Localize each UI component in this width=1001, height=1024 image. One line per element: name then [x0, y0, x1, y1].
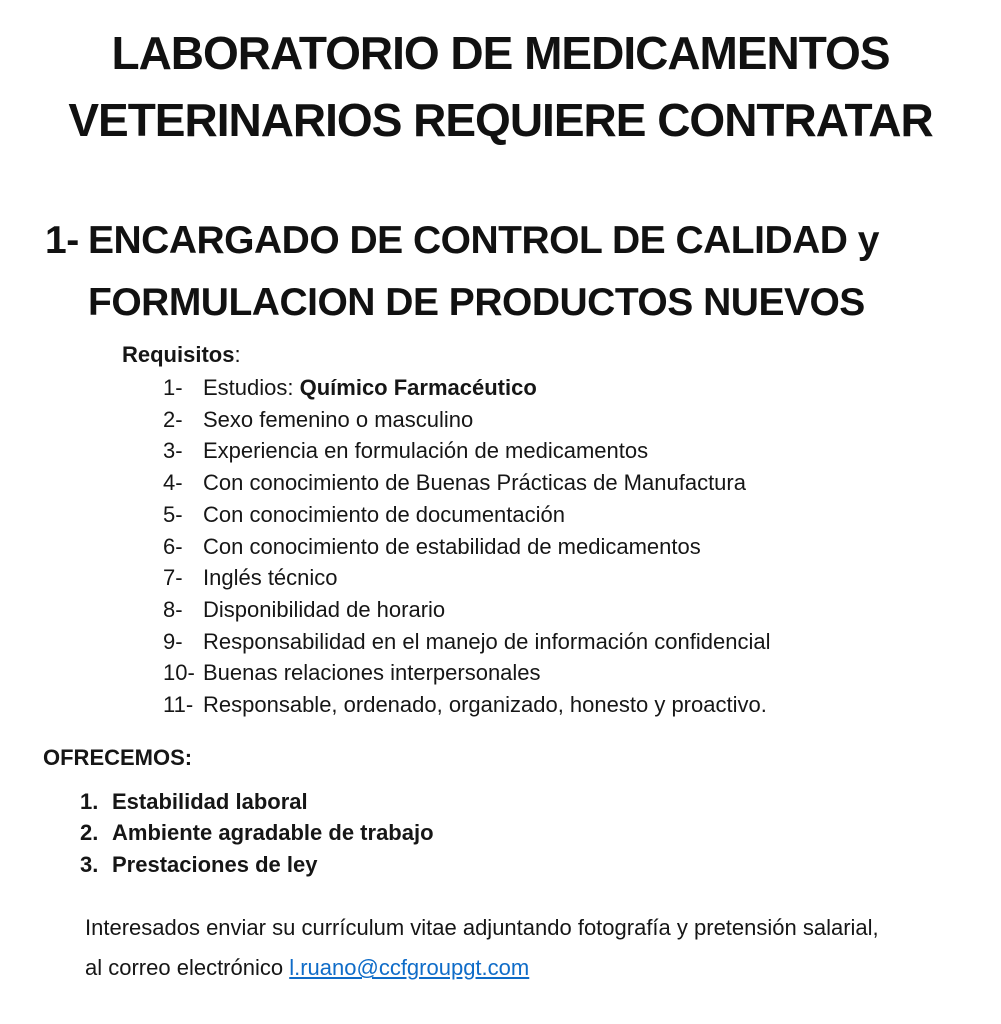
email-link[interactable]: l.ruano@ccfgroupgt.com: [289, 955, 530, 981]
requirement-text: Experiencia en formulación de medicamentos: [203, 438, 649, 464]
requirement-item: [163, 372, 1001, 404]
offer-text: Estabilidad laboral: [112, 788, 308, 814]
requirement-number: 3-: [163, 438, 183, 464]
requirement-number: 8-: [163, 596, 183, 622]
job-title-line1: ENCARGADO DE CONTROL DE CALIDAD y: [88, 219, 879, 262]
contact-paragraph: [85, 908, 1001, 988]
requirement-text: Sexo femenino o masculino: [203, 406, 474, 432]
requirement-item: [163, 435, 1001, 467]
document-title: [20, 20, 981, 154]
contact-line1: Interesados enviar su currículum vitae adjuntando fotografía y pretensión salarial,: [85, 915, 879, 941]
requirement-text: Responsabilidad en el manejo de información confidencial: [203, 628, 771, 654]
requirement-text: Con conocimiento de Buenas Prácticas de Manufactura: [203, 470, 746, 496]
job-title: [88, 210, 879, 334]
requirement-number: 6-: [163, 533, 183, 559]
requirement-item: [163, 594, 1001, 626]
requirement-item: [163, 467, 1001, 499]
requirement-number: 9-: [163, 628, 183, 654]
job-title-line2: FORMULACION DE PRODUCTOS NUEVOS: [88, 281, 865, 324]
requirements-list: [163, 372, 1001, 721]
document-title-line2: VETERINARIOS REQUIERE CONTRATAR: [68, 94, 933, 146]
offer-heading: OFRECEMOS:: [43, 744, 193, 770]
requirement-text: Inglés técnico: [203, 565, 338, 591]
offer-number: 3.: [80, 851, 99, 877]
requirement-text-bold: Químico Farmacéutico: [299, 375, 537, 400]
requirement-number: 5-: [163, 501, 183, 527]
job-heading: [45, 210, 1001, 334]
offer-number: 1.: [80, 788, 99, 814]
contact-line2: [85, 948, 1001, 988]
offer-item: [80, 786, 1001, 818]
requirement-item: [163, 562, 1001, 594]
requirement-number: 11-: [163, 692, 194, 718]
requirement-text: Con conocimiento de documentación: [203, 501, 566, 527]
requirements-heading: [122, 340, 1001, 370]
requirement-item: [163, 657, 1001, 689]
offer-text: Ambiente agradable de trabajo: [112, 820, 434, 846]
offer-text: Prestaciones de ley: [112, 851, 318, 877]
requirements-heading-text: Requisitos: [122, 342, 235, 367]
requirement-text: [203, 372, 537, 404]
offer-list: [80, 786, 1001, 881]
requirement-item: [163, 531, 1001, 563]
contact-line2-prefix: al correo electrónico: [85, 955, 290, 981]
requirement-item: [163, 626, 1001, 658]
requirement-number: 10-: [163, 660, 195, 686]
requirement-item: [163, 499, 1001, 531]
requirement-number: 7-: [163, 565, 183, 591]
job-number: 1-: [45, 219, 79, 262]
requirement-text: Buenas relaciones interpersonales: [203, 660, 541, 686]
requirement-text-regular: Estudios:: [203, 375, 300, 400]
requirement-number: 2-: [163, 406, 183, 432]
requirement-number: 1-: [163, 375, 183, 400]
document-title-line1: LABORATORIO DE MEDICAMENTOS: [111, 27, 890, 79]
requirement-item: [163, 689, 1001, 721]
requirement-item: [163, 404, 1001, 436]
offer-item: [80, 849, 1001, 881]
offer-number: 2.: [80, 820, 99, 846]
requirement-text: Con conocimiento de estabilidad de medicamentos: [203, 533, 701, 559]
requirement-number: 4-: [163, 470, 183, 496]
offer-item: [80, 817, 1001, 849]
requirement-text: Disponibilidad de horario: [203, 596, 446, 622]
requirement-text: Responsable, ordenado, organizado, honesto y proactivo.: [203, 692, 767, 718]
requirements-heading-colon: :: [234, 342, 241, 367]
